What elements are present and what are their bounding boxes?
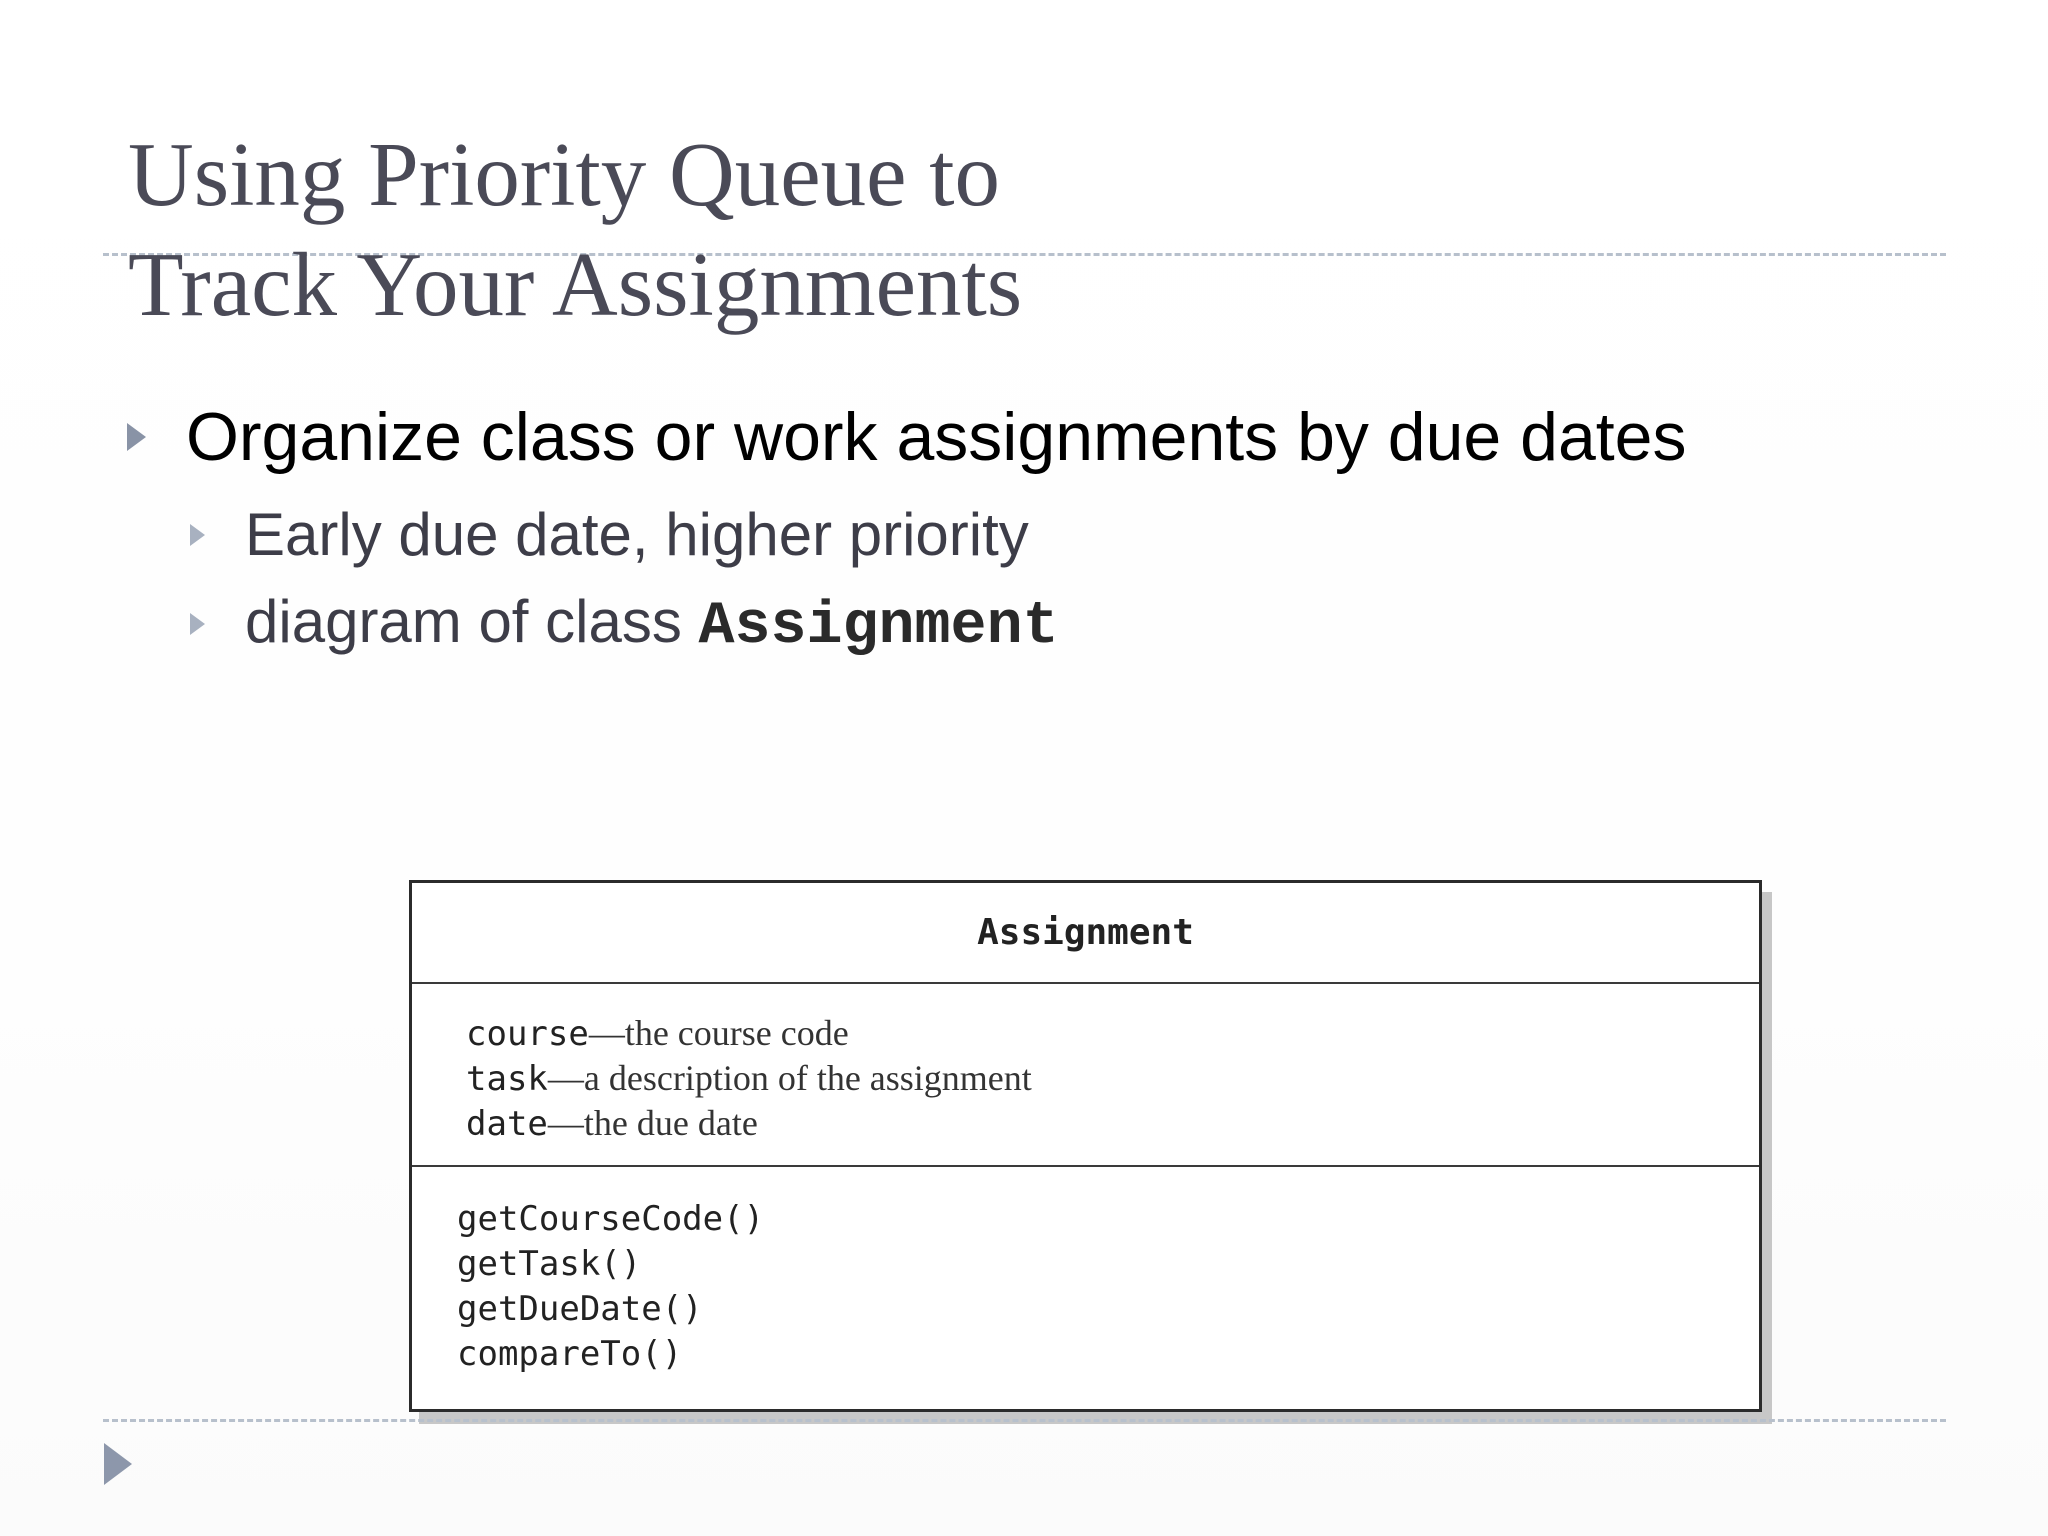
bullet-level2-item bbox=[190, 587, 1059, 661]
uml-method: compareTo() bbox=[457, 1334, 683, 1374]
uml-attribute bbox=[466, 1056, 1759, 1101]
uml-class-box bbox=[409, 880, 1762, 1412]
uml-attribute bbox=[466, 1101, 1759, 1146]
attribute-name: date bbox=[466, 1104, 548, 1144]
attribute-name: task bbox=[466, 1059, 548, 1099]
triangle-bullet-icon bbox=[190, 524, 205, 546]
uml-class-header bbox=[412, 883, 1759, 984]
uml-method: getCourseCode() bbox=[457, 1199, 765, 1239]
slide-title-line-2: Track Your Assignments bbox=[128, 234, 1023, 335]
triangle-bullet-icon bbox=[190, 613, 205, 635]
uml-method: getDueDate() bbox=[457, 1289, 703, 1329]
bullet-text: Organize class or work assignments by due dates bbox=[186, 399, 1687, 475]
uml-method: getTask() bbox=[457, 1244, 642, 1284]
bullet-level1 bbox=[127, 398, 1686, 476]
sub-bullet-prefix: diagram of class bbox=[245, 588, 699, 655]
class-name-code: Assignment bbox=[698, 593, 1059, 661]
attribute-description: —a description of the assignment bbox=[547, 1058, 1032, 1098]
attribute-description: —the course code bbox=[588, 1013, 849, 1053]
sub-bullet-text bbox=[245, 587, 1059, 661]
uml-class-diagram bbox=[409, 880, 1762, 1412]
footer-divider bbox=[103, 1419, 1946, 1422]
next-slide-triangle-icon[interactable] bbox=[104, 1443, 132, 1485]
attribute-description: —the due date bbox=[547, 1103, 758, 1143]
bullet-level2-item bbox=[190, 500, 1029, 569]
uml-methods-section bbox=[412, 1167, 1759, 1377]
attribute-name: course bbox=[466, 1014, 589, 1054]
slide-title-line-1: Using Priority Queue to bbox=[128, 124, 1001, 225]
triangle-bullet-icon bbox=[127, 423, 146, 451]
uml-class-name: Assignment bbox=[977, 912, 1194, 953]
uml-attribute bbox=[466, 1011, 1759, 1056]
slide-title bbox=[128, 120, 1022, 340]
uml-attributes-section bbox=[412, 984, 1759, 1167]
sub-bullet-text: Early due date, higher priority bbox=[245, 501, 1029, 568]
